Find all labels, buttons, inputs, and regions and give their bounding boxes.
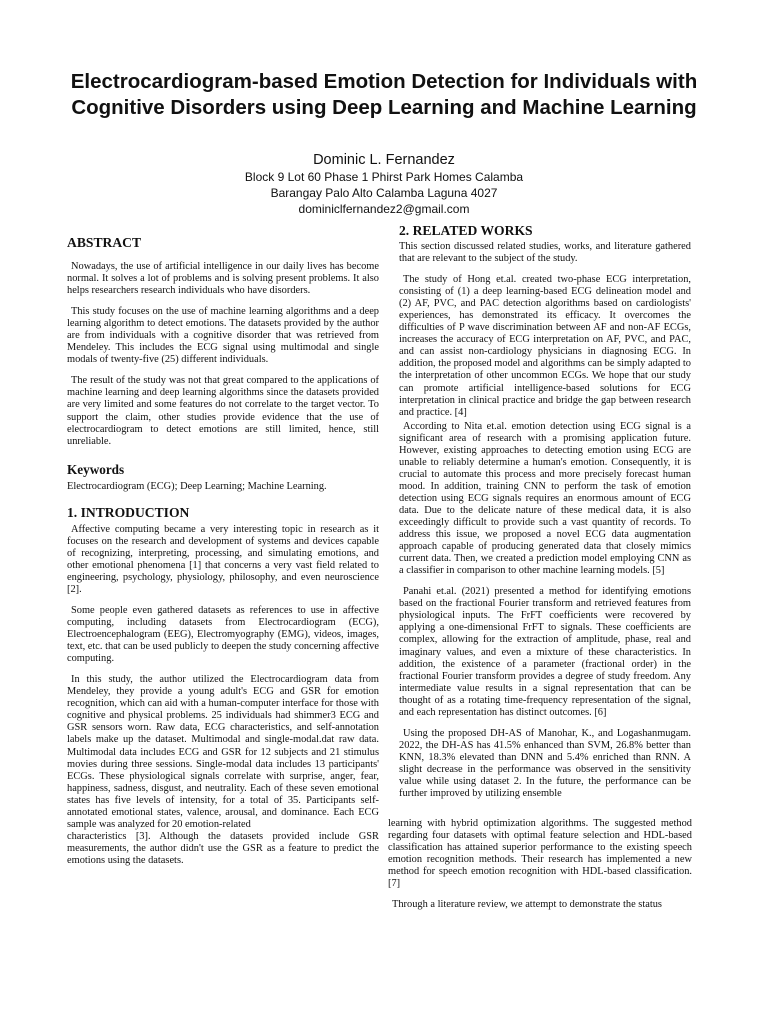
related-works-paragraph: The study of Hong et.al. created two-phase ECG interpretation, consisting of (1) a deep learning-based ECG delineation model and (2) AF, PVC, and PAC detection algorithms based on cardiologists' experiences, has demonstrated its efficacy. It overcomes the difficulties of P wave discrimination between AF and non-AF ECGs, increases the accuracy of ECG interpretation on AF, PVC, and PAC, and can assist non-cardiology physicians in diagnosing ECG. In addition, the proposed model and algorithms can be simply adapted to the interpretation of other uncommon ECGs. We hope that our study can promote artificial intelligence-based solutions for ECG interpretation in clinical practice and bridge the gap between research and practice. [4] <box>399 274 691 418</box>
left-column <box>67 235 379 876</box>
related-works-paragraph: According to Nita et.al. emotion detection using ECG signal is a significant area of research with a promising application future. However, existing approaches to detecting emotion using ECG are unable to reliably determine a human's emotion. Consequently, it is crucial to automate this process and more precisely forecast human mood. In addition, training CNN to perform the task of emotion detection using ECG signals requires an enormous amount of ECG data. Due to the delicate nature of these medical data, it is also exceedingly difficult to provide such a vast quantity of records. To address this issue, we proposed a novel ECG data augmentation approach capable of producing generated data that closely mimics current data. Then, we created a prediction model employing CNN as a classifier in comparison to other machine learning models. [5] <box>399 420 691 577</box>
author-block <box>134 151 634 217</box>
keywords-text: Electrocardiogram (ECG); Deep Learning; Machine Learning. <box>67 480 327 492</box>
related-works-paragraph: Using the proposed DH-AS of Manohar, K., and Logashanmugam. 2022, the DH-AS has 41.5% enhanced than SVM, 26.8% better than KNN, 18.3% elevated than DNN and 5.4% enriched than RNN. A slight decrease in the performance was observed in the sensitivity value while using dataset 2. In the future, the performance can be further improved by utilizing ensemble <box>399 727 691 800</box>
author-address-line2: Barangay Palo Alto Calamba Laguna 4027 <box>270 186 498 200</box>
right-column <box>399 223 691 809</box>
keywords-heading: Keywords <box>67 461 125 477</box>
right-column-continued <box>388 818 692 920</box>
introduction-paragraph: Some people even gathered datasets as references to use in affective computing, including datasets from Electrocardiogram (ECG), Electroencephalogram (EEG), Electromyography (EMG), videos, images, text, etc. that can be used publicly to deepen the study concerning affective computing. <box>67 604 379 665</box>
related-works-paragraph: Panahi et.al. (2021) presented a method for identifying emotions based on the fractional Fourier transform and retrieved features from physiological inputs. The FrFT coefficients were recovered by applying a one-dimensional FrFT to signals. These coefficients are complex, allowing for the extraction of amplitude, phase, real and imaginary values, and even a mixture of these characteristics. In addition, the existence of a parameter (fractional order) in the fractional Fourier transform provides a degree of study freedom. Any intermediate value results in a signal representation that can be thought of as a rotating time-frequency representation of the signal, and each representation has distinct outcomes. [6] <box>399 586 691 718</box>
author-address-line1: Block 9 Lot 60 Phase 1 Phirst Park Homes Calamba <box>244 170 524 184</box>
author-email[interactable]: dominiclfernandez2@gmail.com <box>298 202 470 216</box>
introduction-paragraph: characteristics [3]. Although the datasets provided include GSR measurements, the author didn't use the GSR as a feature to predict the emotions using the datasets. <box>67 830 379 866</box>
related-works-paragraph: Through a literature review, we attempt to demonstrate the status <box>392 899 662 911</box>
abstract-heading: ABSTRACT <box>67 235 142 250</box>
related-works-heading: 2. RELATED WORKS <box>399 223 533 238</box>
related-works-paragraph: learning with hybrid optimization algorithms. The suggested method regarding four datasets with optimal feature selection and HDL-based classification has attained superior performance to the existing speech emotion recognition methods. Their research has implemented a new method for speech emotion recognition with HDL-based classification. [7] <box>388 818 692 890</box>
related-works-paragraph: This section discussed related studies, works, and literature gathered that are relevant to the subject of the study. <box>399 241 691 265</box>
introduction-paragraph: In this study, the author utilized the Electrocardiogram data from Mendeley, they provide a young adult's ECG and GSR for emotion recognition, which can aid with a human-computer interface for those with cognitive and physical problems. 25 individuals had shimmer3 ECG and GSR sensors worn. Raw data, ECG characteristics, and self-annotation labels make up the dataset. Multimodal and single-modal.dat raw data. Multimodal data includes ECG and GSR for 12 subjects and 21 stimulus movies during three sessions. Single-modal data includes 13 participants' ECGs. These physiological signals correlate with surprise, anger, fear, happiness, sadness, disgust, and neutrality. Each of these seven emotional states has five levels of intensity, for a total of 35. Participants self-annotated emotional states, valence, arousal, and dominance. Each ECG sample was analyzed for 20 emotion-related <box>67 674 379 830</box>
abstract-paragraph: This study focuses on the use of machine learning algorithms and a deep learning algorithm to detect emotions. The datasets provided by the author are from individuals with a cognitive disorder that was retrieved from Mendeley. This includes the ECG signal using multimodal and single modals of twenty-five (25) different individuals. <box>67 306 379 366</box>
abstract-paragraph: The result of the study was not that great compared to the applications of machine learning and deep learning algorithms since the datasets provided are very limited and some features do not correlate to the target vector. To support the claim, other studies provide evidence that the use of electrocardiogram to detect emotions are still limited, hence, still unreliable. <box>67 375 379 447</box>
introduction-paragraph: Affective computing became a very interesting topic in research as it focuses on the research and development of systems and devices capable of recognizing, interpreting, processing, and simulating emotions, and other emotional phenomena [1] that concerns a very vast field related to engineering, psychology, physiology, philosophy, and even neuroscience [2]. <box>67 523 379 595</box>
paper-title: Electrocardiogram-based Emotion Detection for Individuals with Cognitive Disorders using Deep Learning and Machine Learning <box>70 70 698 119</box>
author-name: Dominic L. Fernandez <box>313 152 455 168</box>
introduction-heading: 1. INTRODUCTION <box>67 504 190 520</box>
abstract-paragraph: Nowadays, the use of artificial intelligence in our daily lives has become normal. It solves a lot of problems and is solving present problems. It also helps researchers research individuals who have disorders. <box>67 261 379 297</box>
